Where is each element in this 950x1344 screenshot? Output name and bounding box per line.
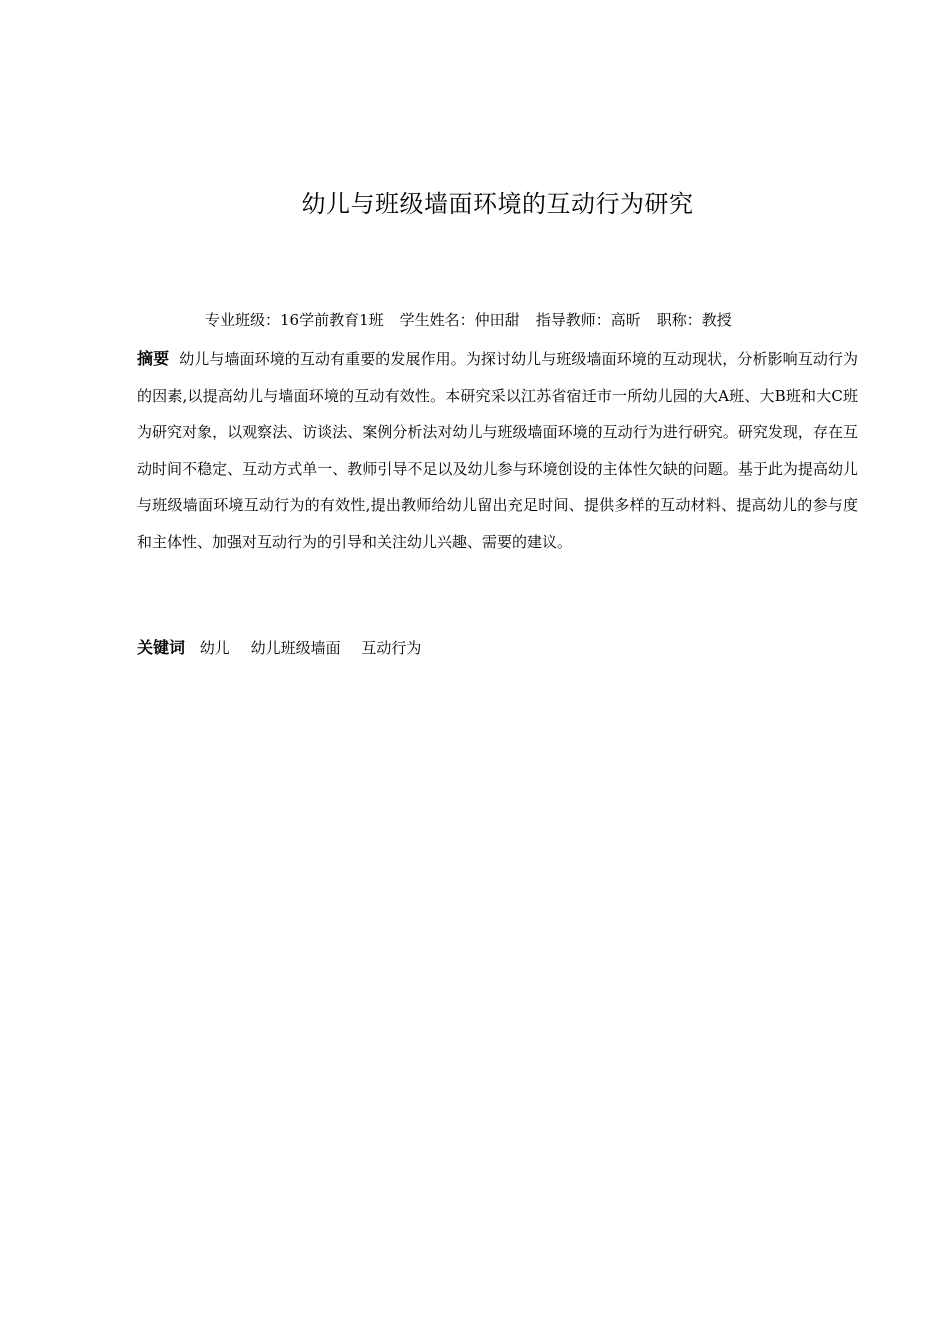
keywords-label: 关键词: [137, 638, 186, 657]
abstract-paragraph: [137, 341, 858, 561]
rank-value: 教授: [701, 311, 732, 329]
rank-label: 职称：: [656, 311, 702, 329]
advisor-value: 高昕: [610, 311, 641, 329]
student-label: 学生姓名：: [399, 311, 475, 329]
student-value: 仲田甜: [474, 311, 520, 329]
keyword-item: 互动行为: [361, 639, 422, 657]
major-class-value: 16学前教育1班: [280, 311, 384, 329]
abstract-label: 摘要: [137, 349, 170, 368]
keyword-item: 幼儿: [199, 639, 230, 657]
advisor-label: 指导教师：: [535, 311, 611, 329]
keyword-item: 幼儿班级墙面: [250, 639, 341, 657]
abstract-text: 幼儿与墙面环境的互动有重要的发展作用。为探讨幼儿与班级墙面环境的互动现状，分析影响互动行为的因素,以提高幼儿与墙面环境的互动有效性。本研究采以江苏省宿迁市一所幼儿园的大A班、大B班和大C班为研究对象，以观察法、访谈法、案例分析法对幼儿与班级墙面环境的互动行为进行研究。研究发现，存在互动时间不稳定、互动方式单一、教师引导不足以及幼儿参与环境创设的主体性欠缺的问题。基于此为提高幼儿与班级墙面环境互动行为的有效性,提出教师给幼儿留出充足时间、提供多样的互动材料、提高幼儿的参与度和主体性、加强对互动行为的引导和关注幼儿兴趣、需要的建议。: [137, 350, 858, 551]
major-class-label: 专业班级：: [205, 311, 281, 329]
paper-title: 幼儿与班级墙面环境的互动行为研究: [301, 190, 694, 218]
keywords-line: [137, 634, 437, 662]
author-info-line: [205, 308, 732, 332]
